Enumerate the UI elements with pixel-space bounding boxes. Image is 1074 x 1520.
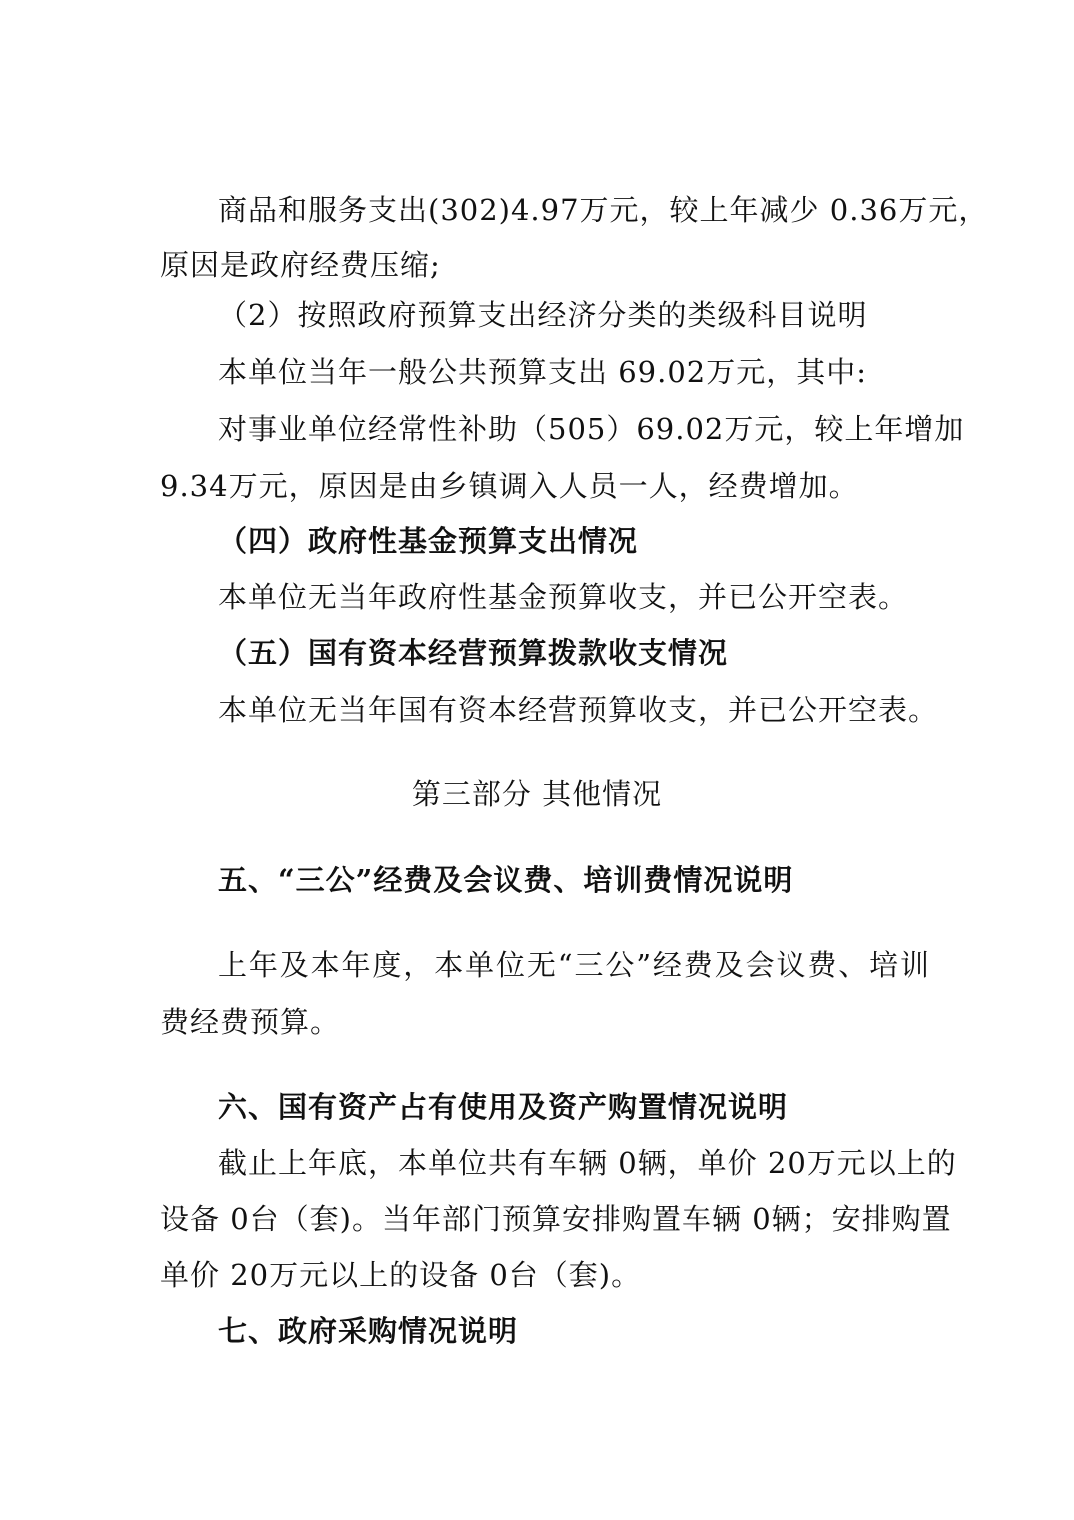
paragraph-line: 费经费预算。 [160,1005,341,1039]
paragraph-line: 商品和服务支出(302)4.97万元，较上年减少 0.36万元， [218,193,989,227]
paragraph-line: 对事业单位经常性补助（505）69.02万元，较上年增加 [218,412,965,446]
paragraph-line: 9.34万元，原因是由乡镇调入人员一人，经费增加。 [160,469,859,503]
paragraph-line: 截止上年底，本单位共有车辆 0辆，单价 20万元以上的 [218,1146,957,1180]
section-heading: 七、政府采购情况说明 [218,1314,519,1348]
part-title: 第三部分 其他情况 [411,777,663,811]
paragraph-line: 本单位无当年政府性基金预算收支，并已公开空表。 [218,580,909,614]
section-heading: 五、“三公”经费及会议费、培训费情况说明 [218,863,794,897]
subsection-heading: （2）按照政府预算支出经济分类的类级科目说明 [218,298,868,332]
paragraph-line: 本单位无当年国有资本经营预算收支，并已公开空表。 [218,693,939,727]
section-heading: （四）政府性基金预算支出情况 [218,524,639,558]
section-heading: （五）国有资本经营预算拨款收支情况 [218,636,729,670]
paragraph-line: 本单位当年一般公共预算支出 69.02万元，其中: [218,355,868,389]
paragraph-line: 单价 20万元以上的设备 0台（套)。 [160,1258,642,1292]
section-heading: 六、国有资产占有使用及资产购置情况说明 [218,1090,789,1124]
paragraph-line: 上年及本年度，本单位无“三公”经费及会议费、培训 [218,948,930,982]
paragraph-line: 设备 0台（套)。当年部门预算安排购置车辆 0辆；安排购置 [160,1202,952,1236]
paragraph-line: 原因是政府经费压缩; [160,248,441,282]
